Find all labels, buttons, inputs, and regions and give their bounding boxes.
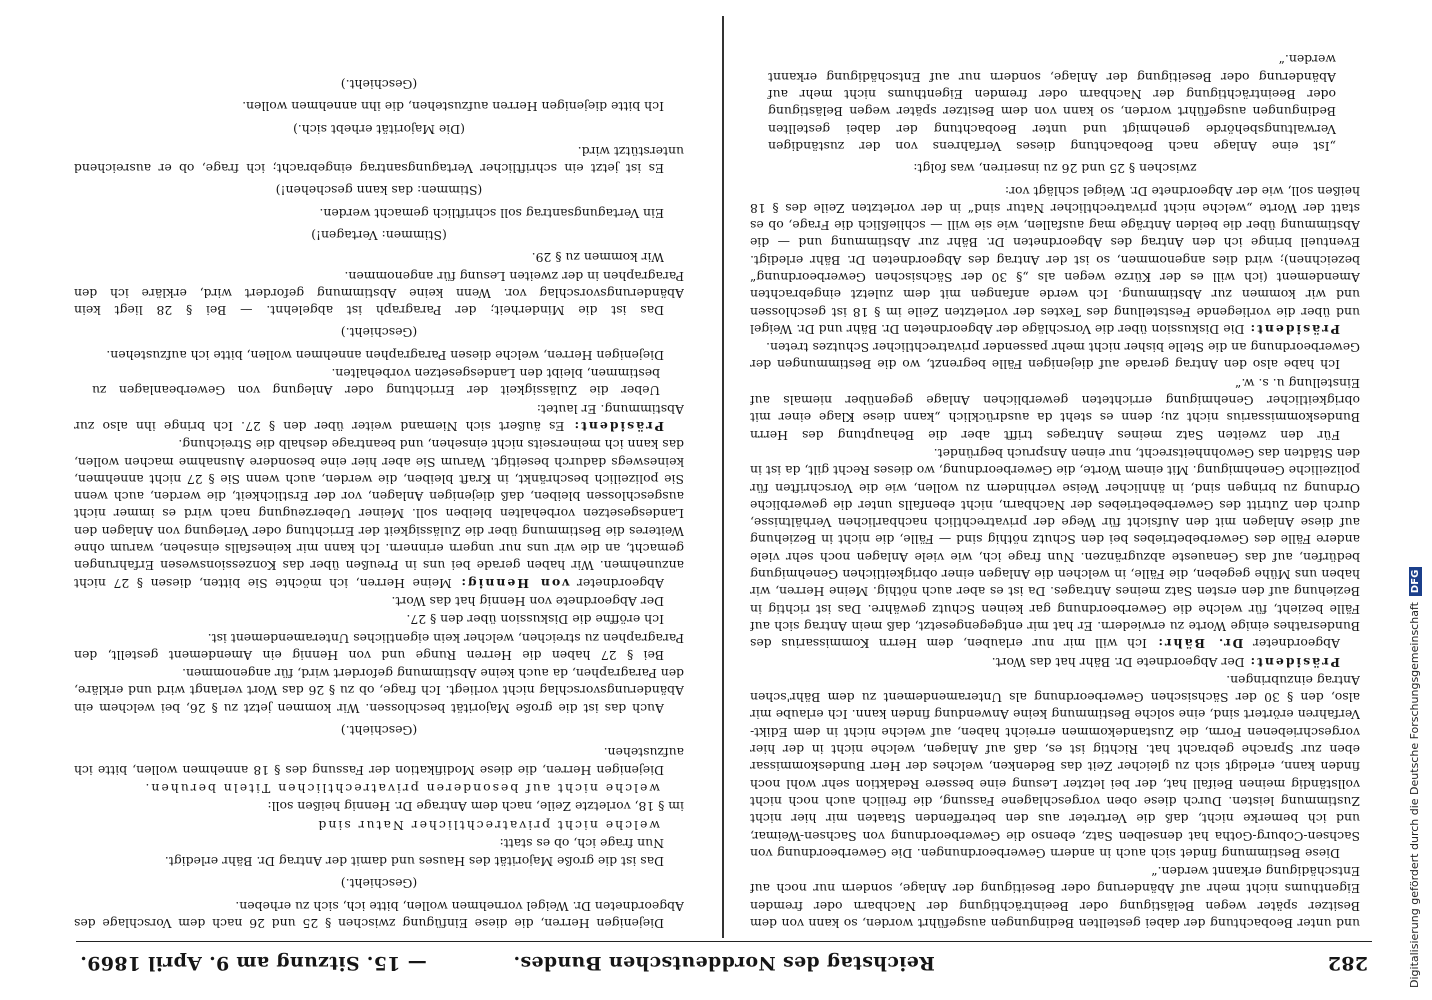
stage-direction: (Geschieht.) <box>340 76 418 92</box>
paragraph: Diejenigen Herren, die diese Modifikation der Fassung des § 18 annehmen wollen, bitte ich aufzustehen. <box>74 745 684 778</box>
stage-direction: (Geschieht.) <box>340 876 418 892</box>
dfg-logo: DFG <box>1409 567 1422 596</box>
credit-text: Digitalisierung gefördert durch die Deutsche Forschungsgemeinschaft <box>1408 602 1421 988</box>
speaker-name: Dr. Bähr: <box>1156 636 1244 652</box>
stage-direction: (Geschieht.) <box>340 325 418 341</box>
speaker-name: Präsident: <box>572 418 664 434</box>
paragraph: Diese Bestimmung findet sich auch in andern Gewerbeordnungen. Die Gewerbeordnung von Sachsen-Coburg-Gotha hat denselben Satz, ebenso die Gewerbeordnung von Sachsen-Weimar, und ich bemerke nicht, daß die Vertreter aus den betreffenden Staaten mir hier nicht Zustimmung leisten. Durch diese oben vorgeschlagene Fassung, die freilich auch noch nicht vollständig meinen Beifall hat, der bei letzter Lesung eine bessere Redaktion sehr wohl noch finden kann, erledigt sich zu gleicher Zeit das Bedenken, welches der Herr Bundeskommissar eben zur Sprache gebracht hat. Richtig ist es, daß auf Anlagen, welche nicht in der hier vorgeschriebenen Form, die Zustandekommen erreicht haben, auf welche nicht in dem Edikt-Verfahren erörtert sind, eine solche Bestimmung keine Anwendung finden kann. Ich erlaube mir also, den § 30 der Sächsischen Gewerbeordnung als Unteramendement zu dem Bähr'schen Antrag einzubringen. <box>750 672 1360 861</box>
paragraph: Auch das ist die große Majorität beschlossen. Wir kommen jetzt zu § 26, bei welchem ein Abänderungsvorschlag nicht vorliegt. Ich frage, ob zu § 26 das Wort verlangt wird und erkläre, den Paragraphen, da auch keine Abstimmung gefordert wird, für angenommen. <box>74 666 684 716</box>
centered-line: zwischen § 25 und 26 zu inseriren, was folgt: <box>913 161 1197 177</box>
stage-direction: (Stimmen: das kann geschehen!) <box>275 183 483 199</box>
speaker-intro: Abgeordneter <box>1252 636 1340 652</box>
paragraph: Diejenigen Herren, die diese Einfügung zwischen § 25 und 26 nach dem Vorschlage des Abgeordneten Dr. Weigel vornehmen wollen, bitte ich, sich zu erheben. <box>74 898 684 931</box>
paragraph: Diejenigen Herren, welche diesen Paragraphen annehmen wollen, bitte ich aufzustehen. <box>106 347 664 363</box>
right-column <box>74 32 684 932</box>
speaker-name: Präsident: <box>1248 321 1340 337</box>
stage-direction: (Die Majorität erhebt sich.) <box>293 121 465 137</box>
quoted-wording: welche nicht auf besonderen privatrechtlichen Titeln beruhen. <box>143 780 660 796</box>
left-column <box>750 32 1360 932</box>
speech-text: Ich will mir nur erlauben, dem Herrn Kommissarius des Bundesrathes einige Worte zu erwiedern. Er hat mir entgegengesetzt, daß mein Antrag sich auf Fälle bezieht, für welche die Gewerbeordnung gar keinen Schutz gewähre. Das ist richtig in Beziehung auf den ersten Satz meines Antrages. Da ist es aber auch nöthig. Meine Herren, wir haben uns Mühe gegeben, die Fälle, in welchen die Anlagen einer obrigkeitlichen Genehmigung bedürfen, auf das Genaueste abzugränzen. Nun frage ich, wie viele Anlagen noch sehr viele andere Fälle des Gewerbebetriebes bei den Schutz nöthig sind — Fälle, die nicht in Beziehung auf diese Anlagen mit den Aufsicht für Wege der privatrechtlich nachbarlichen Verhältnisse, durch den Zutritt des Gewerbebetriebes der Nachbarn, nicht ebenfalls unter die gewerbliche Ordnung zu bringen sind, in ähnlicher Weise verhindern zu wollen, wie die Vorschriften für polizeiliche Genehmigung. Mit einem Worte, die Gewerbeordnung, wo dieses Recht gilt, da ist in den Städten das Gewohnheitsrecht, nur einen Anspruch begründet. <box>750 445 1360 652</box>
paragraph: Ich bitte diejenigen Herren aufzustehen, die ihn annehmen wollen. <box>242 99 664 115</box>
page-header <box>76 941 1372 978</box>
paragraph: Ich eröffne die Diskussion über den § 27. <box>406 612 664 628</box>
page-number: 282 <box>1327 952 1368 974</box>
paragraph: und unter Beobachtung der dabei gestellten Bedingungen ausgeführt worden, so kann von dem Besitzer später wegen Belästigung oder Beeinträchtigung der Nachbarn oder fremden Eigenthums nicht mehr auf Abänderung oder Beseitigung der Anlage, sondern nur noch auf Entschädigung erkannt werden.“ <box>750 864 1360 931</box>
quoted-amendment: „Ist eine Anlage nach Beobachtung dieses Verfahrens von der zuständigen Verwaltungsbehörde genehmigt und unter Beobachtung der dabei gestellten Bedingungen ausgeführt worden, so kann von dem Besitzer später wegen Belästigung oder Beeinträchtigung der Nachbarn oder fremden Eigenthums nicht mehr auf Abänderung oder Beseitigung der Anlage, sondern nur auf Entschädigung erkannt werden.“ <box>768 52 1336 154</box>
speech-text: Es äußert sich Niemand weiter über den § 27. Ich bringe ihn also zur Abstimmung. Er lautet: <box>74 401 684 434</box>
paragraph: Für den zweiten Satz meines Antrages trifft aber die Behauptung des Herrn Bundeskommissarius nicht zu; denn es steht da ausdrücklich „kann diese Klage einer mit obrigkeitlicher Genehmigung errichteten gewerblichen Anlage gegenüber niemals auf Einstellung u. s. w.“ <box>750 375 1360 443</box>
stage-direction: (Stimmen: Vertagen!) <box>311 228 447 244</box>
quoted-paragraph: Ueber die Zulässigkeit der Errichtung oder Anlegung von Gewerbeanlagen zu bestimmen, bleibt den Landesgesetzen vorbehalten. <box>92 366 660 399</box>
stage-direction: (Geschieht.) <box>340 723 418 739</box>
paragraph: Der Abgeordnete von Hennig hat das Wort. <box>391 593 664 609</box>
column-divider <box>723 16 725 938</box>
paragraph: Bei § 27 haben die Herren Runge und von Hennig ein Amendement gestellt, den Paragraphen zu streichen, welcher kein eigentliches Unteramendement ist. <box>74 630 684 663</box>
speech-text: Der Abgeordnete Dr. Bähr hat das Wort. <box>991 654 1245 670</box>
paragraph: im § 18, vorletzte Zeile, nach dem Antrage Dr. Hennig heißen soll: <box>267 799 684 815</box>
paragraph: Ich habe also den Antrag gerade auf diejenigen Fälle begrenzt, wo die Bestimmungen der Gewerbeordnung an die Stelle bisher nicht mehr passender privatrechtlicher Schutzes treten. <box>750 340 1360 373</box>
quoted-wording: welche nicht privatrechtlicher Natur sind <box>316 817 660 833</box>
speaker-intro: Abgeordneter <box>576 575 664 591</box>
paragraph: Wir kommen zu § 29. <box>531 250 664 266</box>
session-date: — 15. Sitzung am 9. April 1869. <box>80 952 427 974</box>
paragraph <box>750 182 1360 338</box>
paragraph <box>750 653 1360 670</box>
paragraph: Es ist jetzt ein schriftlicher Vertagungsantrag eingebracht; ich frage, ob er ausreichend unterstützt wird. <box>74 143 684 177</box>
paragraph: Nun frage ich, ob es statt: <box>499 835 664 851</box>
speech-text: Die Diskussion über die Vorschläge der Abgeordneten Dr. Bähr und Dr. Weigel und über die vorliegende Feststellung des Textes der vorletzten Zeile im § 18 ist geschlossen und wir kommen zur Abstimmung. Ich werde anfangen mit dem zuletzt eingebrachten Amendement (ich will es der Kürze wegen als „§ 30 der Sächsischen Gewerbeordnung“ bezeichnen); wird dies angenommen, so ist der Antrag des Abgeordneten Dr. Bähr erledigt. Eventuell bringe ich den Antrag des Abgeordneten Dr. Bähr zur Abstimmung und — die Abstimmung über die beiden Anträge mag ausfallen, wie sie will — schließlich die Frage, ob es statt der Worte „welche nicht privatrechtlicher Natur sind“ in der vorletzten Zeile des § 18 heißen soll, wie der Abgeordnete Dr. Weigel schlägt vor: <box>750 183 1360 337</box>
paragraph: Das ist die große Majorität des Hauses und damit der Antrag Dr. Bähr erledigt. <box>164 854 664 870</box>
paragraph: Ein Vertagungsantrag soll schriftlich gemacht werden. <box>319 205 664 221</box>
paragraph <box>750 445 1360 653</box>
paragraph <box>74 400 684 435</box>
speaker-name: Präsident: <box>1248 654 1340 670</box>
digitization-credit <box>1408 0 1422 988</box>
speaker-name: von Hennig: <box>459 575 570 591</box>
paragraph: Das ist die Minderheit; der Paragraph ist abgelehnt. — Bei § 28 liegt kein Abänderungsvorschlag vor. Wenn keine Abstimmung gefordert wird, erkläre ich den Paragraphen in der zweiten Lesung für angenommen. <box>74 268 684 319</box>
speech-text: Meine Herren, ich möchte Sie bitten, diesen § 27 nicht anzunehmen. Wir haben gerade bei uns in Preußen über das Konzessionswesen Erfahrungen gemacht, an die wir uns nur ungern erinnern. Ich kann mir keinesfalls einsehen, warum ohne Weiteres die Bestimmung über die Zulässigkeit der Errichtung oder Verlegung von Anlagen den Landesgesetzen vorbehalten bleiben soll. Meiner Ueberzeugung nach wird es immer nicht ausgeschlossen bleiben, daß diejenigen Anlagen, vor der Erstlichkeit, die werden, auch wenn Sie polizeilich beschränkt, in Kraft bleiben, die werden, auch wenn Sie § 27 nicht annehmen, keineswegs dadurch beseitigt. Warum Sie aber hier eine besondere Ausnahme machen wollen, das kann ich meinerseits nicht einsehen, und beantrage deshalb die Streichung. <box>74 437 684 591</box>
journal-title: Reichstag des Norddeutschen Bundes. <box>513 952 935 974</box>
paragraph <box>74 436 684 592</box>
